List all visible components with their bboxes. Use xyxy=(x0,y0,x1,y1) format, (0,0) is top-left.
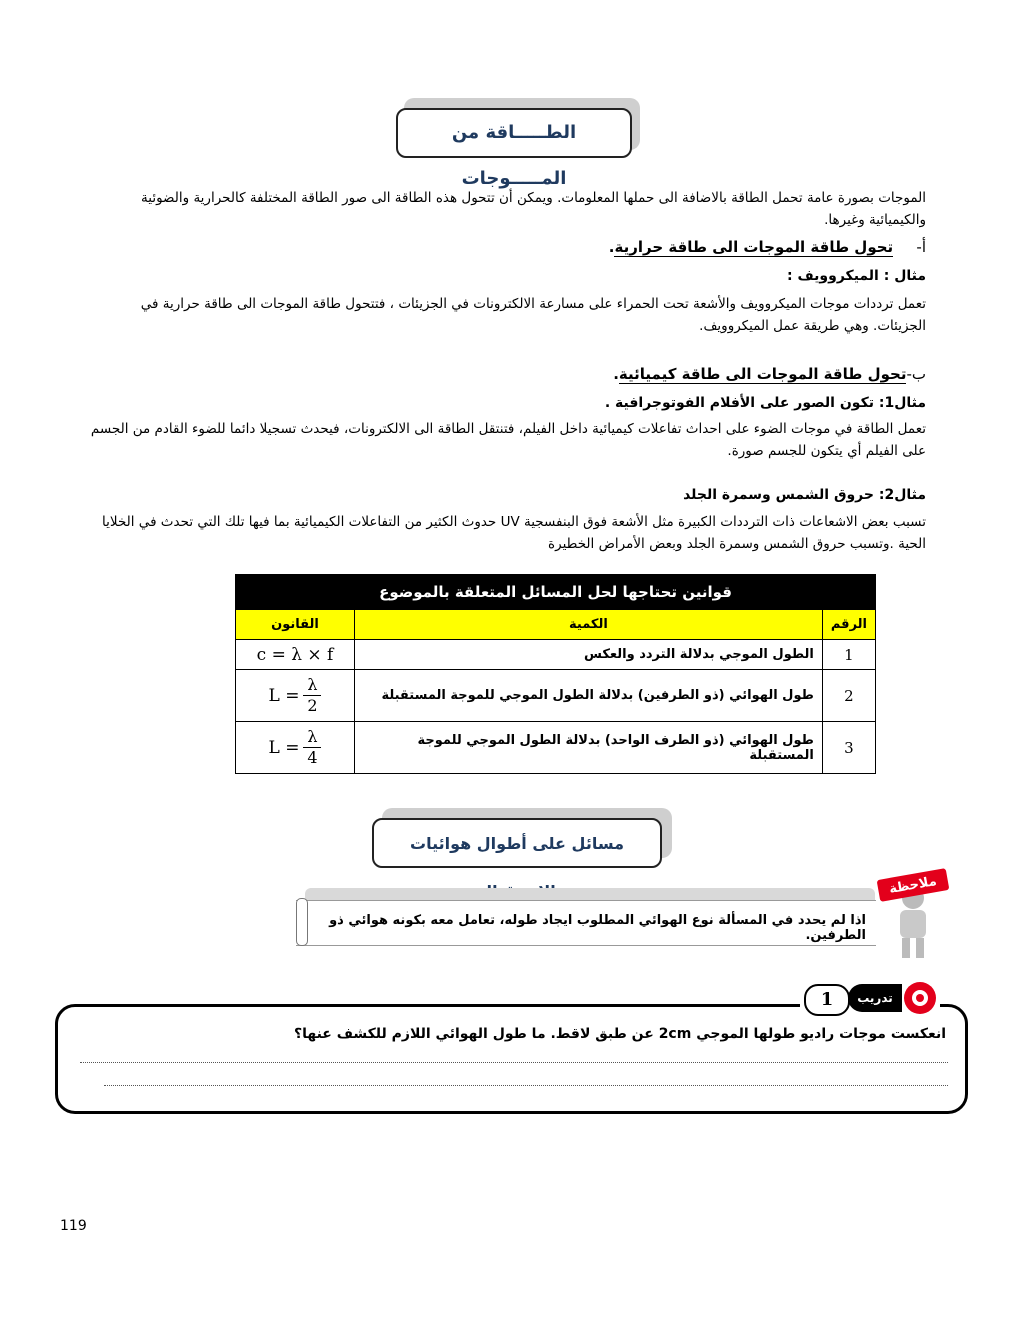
intro-line-1: الموجات بصورة عامة تحمل الطاقة بالاضافة الى حملها المعلومات. ويمكن أن تتحول هذه الطاقة الى صور الطاقة المختلفة كالحرارية والضوئية xyxy=(141,190,926,206)
row-3-law-lhs: L = xyxy=(268,737,300,758)
header-num: الرقم xyxy=(822,610,875,640)
example-label: مثال xyxy=(894,268,926,284)
header-law: القانون xyxy=(236,610,355,640)
row-3-fraction xyxy=(303,727,321,768)
section-b-example-2-text-1: تسبب بعض الاشعاعات ذات الترددات الكبيرة مثل الأشعة فوق البنفسجية UV حدوث الكثير من التفاعلات الكيميائية بما فيها تلك التي تحدث في الخلايا xyxy=(102,514,926,530)
section-b-example-2 xyxy=(500,487,926,503)
section-b-title: تحول طاقة الموجات الى طاقة كيميائية xyxy=(618,365,907,383)
section-a-example xyxy=(500,268,926,284)
row-1-formula: c = λ × f xyxy=(256,644,334,665)
row-1-law xyxy=(236,640,355,670)
example-1-name: تكون الصور على الأفلام الفوتوجرافية . xyxy=(604,395,874,411)
header-quantity: الكمية xyxy=(355,610,823,640)
answer-line-2[interactable] xyxy=(104,1085,948,1086)
section-a-text-2: الجزيئات. وهي طريقة عمل الميكروويف. xyxy=(699,318,926,334)
section-b-example-1 xyxy=(400,395,926,411)
row-3-numerator: λ xyxy=(307,727,318,746)
table-caption-row xyxy=(236,575,876,610)
exercise-number: 1 xyxy=(820,989,834,1010)
note-scroll-end xyxy=(296,898,308,946)
exercise-label-badge xyxy=(848,984,902,1012)
note-text: اذا لم يحدد في المسألة نوع الهوائي المطلوب ايجاد طوله، تعامل معه بكونه هوائي ذو الطرفين. xyxy=(329,913,866,943)
example-name: : الميكروويف : xyxy=(787,268,890,284)
section-b-heading: ب-تحول طاقة الموجات الى طاقة كيميائية. xyxy=(613,365,926,383)
row-3-quantity: طول الهوائي (ذو الطرف الواحد) بدلالة الطول الموجي للموجة المستقبلة xyxy=(355,722,823,774)
row-3-num: 3 xyxy=(822,722,875,774)
exercise-box xyxy=(55,1004,968,1114)
target-icon xyxy=(900,980,938,1016)
intro-line-2: والكيميائية وغيرها. xyxy=(824,212,926,228)
page-title-text: الطـــــاقة من المـــــوجات xyxy=(451,122,577,189)
problems-title-text: مسائل على أطوال هوائيات xyxy=(409,834,625,853)
section-b-example-1-text-2: على الفيلم أي يتكون للجسم صورة. xyxy=(727,443,926,459)
row-2-law-lhs: L = xyxy=(268,685,300,706)
table-header-row xyxy=(236,610,876,640)
section-b-example-2-text-2: الحية .وتسبب حروق الشمس وسمرة الجلد وبعض الأمراض الخطيرة xyxy=(548,536,926,552)
row-2-denominator: 2 xyxy=(307,696,318,715)
row-3-law xyxy=(236,722,355,774)
exercise-question: انعكست موجات راديو طولها الموجي 2cm عن طبق لاقط. ما طول الهوائي اللازم للكشف عنها؟ xyxy=(293,1026,946,1042)
section-a-text-1: تعمل ترددات موجات الميكروويف والأشعة تحت الحمراء على مسارعة الالكترونات في الجزيئات ، فتتحول طاقة الموجات الى طاقة حرارية في xyxy=(140,296,926,312)
section-a-marker: أ- xyxy=(916,238,926,256)
example-1-label: مثال1: xyxy=(878,395,926,411)
row-2-numerator: λ xyxy=(307,675,318,694)
section-a-heading: أ- تحول طاقة الموجات الى طاقة حرارية. xyxy=(608,238,926,256)
note-box xyxy=(296,900,876,946)
exercise-icon xyxy=(900,980,938,1016)
problems-title xyxy=(372,818,662,868)
section-a-title: تحول طاقة الموجات الى طاقة حرارية xyxy=(614,238,894,256)
note-badge-label: ملاحظة xyxy=(888,873,938,898)
exercise-number-badge xyxy=(804,984,850,1016)
row-2-quantity: طول الهوائي (ذو الطرفين) بدلالة الطول الموجي للموجة المستقبلة xyxy=(355,670,823,722)
table-caption: قوانين تحتاجها لحل المسائل المتعلقة بالموضوع xyxy=(236,575,876,610)
row-2-law xyxy=(236,670,355,722)
laws-table xyxy=(235,574,876,774)
table-row xyxy=(236,722,876,774)
row-1-num: 1 xyxy=(822,640,875,670)
section-b-marker: ب- xyxy=(906,365,926,383)
row-2-fraction xyxy=(303,675,321,716)
table-row xyxy=(236,670,876,722)
row-2-num: 2 xyxy=(822,670,875,722)
example-2-name: حروق الشمس وسمرة الجلد xyxy=(683,487,874,503)
row-1-quantity: الطول الموجي بدلالة التردد والعكس xyxy=(355,640,823,670)
section-b-example-1-text-1: تعمل الطاقة في موجات الضوء على احداث تفاعلات كيميائية داخل الفيلم، فتنتقل الطاقة الى الالكترونات، فيحدث تسجيلا دائما للضوء القادم من الجسم xyxy=(90,421,926,437)
table-row xyxy=(236,640,876,670)
page-title xyxy=(396,108,632,189)
page-number: 119 xyxy=(60,1218,87,1234)
example-2-label: مثال2: xyxy=(878,487,926,503)
answer-line-1[interactable] xyxy=(80,1062,948,1063)
note-badge xyxy=(876,868,950,960)
row-3-denominator: 4 xyxy=(307,748,318,767)
exercise-label: تدريب xyxy=(857,991,893,1005)
